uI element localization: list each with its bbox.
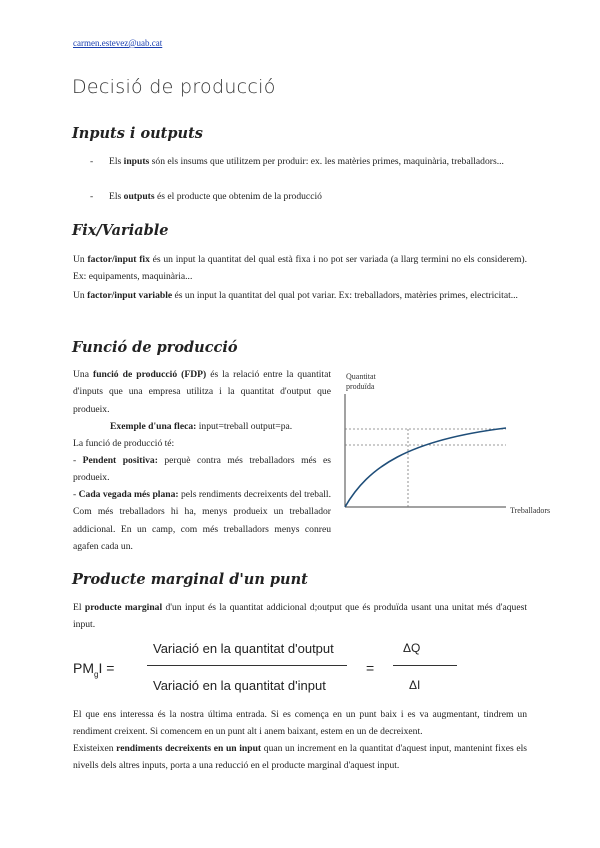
bullet-dash: - <box>90 156 94 167</box>
heading-funcio-produccio: Funció de producció <box>72 339 238 356</box>
formula-fraction-bar <box>147 665 347 666</box>
bullet-outputs-text: Els outputs és el producte que obtenim de la producció <box>109 191 322 202</box>
paragraph-input-fix: Un factor/input fix és un input la quantitat del qual està fixa i no pot ser variada (a llarg termini no els considerem). Ex: equipaments, maquinària... <box>73 254 528 282</box>
paragraph-fdp-te: La funció de producció té: <box>73 438 175 449</box>
formula-numerator: Variació en la quantitat d'output <box>153 641 334 656</box>
graph-production-curve <box>345 428 506 507</box>
graph-ylabel-line2: produïda <box>346 382 375 391</box>
paragraph-pendent-positiva: - Pendent positiva: perquè contra més treballadors més es produeix. <box>73 455 331 484</box>
marginal-product-formula <box>73 638 527 698</box>
bullet-inputs-text: Els inputs són els insums que utilitzem per produir: ex. les matèries primes, maquinària, treballadors... <box>109 156 504 167</box>
bullet-dash: - <box>90 191 94 202</box>
paragraph-ultima-entrada: El que ens interessa és la nostra última entrada. Si es comença en un punt baix i es va augmentant, tindrem un rendiment creixent. Si comencem en un punt alt i anem baixant, estem en un de decreixent. <box>73 709 527 737</box>
formula-denominator: Variació en la quantitat d'input <box>153 678 326 693</box>
formula-delta-bar <box>393 665 457 666</box>
paragraph-fdp-definition: Una funció de producció (FDP) és la relació entre la quantitat d'inputs que una empresa utilitza i la quantitat d'output que produeix. <box>73 369 331 415</box>
formula-equals: = <box>366 660 375 676</box>
author-email-link[interactable]: carmen.estevez@uab.cat <box>73 38 163 48</box>
paragraph-example: Exemple d'una fleca: input=treball output=pa. <box>110 421 293 432</box>
heading-producte-marginal: Producte marginal d'un punt <box>72 571 308 588</box>
formula-delta-i: ΔI <box>409 678 421 692</box>
production-function-graph <box>338 362 560 522</box>
paragraph-input-variable: Un factor/input variable és un input la quantitat del qual pot variar. Ex: treballadors, matèries primes, electricitat... <box>73 290 518 301</box>
paragraph-cada-vegada-mes-plana: - Cada vegada més plana: pels rendiments decreixents del treball. Com més treballadors hi ha, menys produeix un treballador addicional. En un camp, com més treballadors menys conreu agafen cada un. <box>73 489 331 552</box>
formula-pm: $PM_gI$ = <box>73 660 115 679</box>
paragraph-producte-marginal: El producte marginal d'un input és la quantitat addicional d;output que és produïda usant una unitat més d'aquest input. <box>73 602 527 630</box>
graph-xlabel: Treballadors <box>510 506 551 515</box>
formula-delta-q: ΔQ <box>403 641 421 655</box>
graph-ylabel-line1: Quantitat <box>346 372 376 381</box>
heading-inputs-outputs: Inputs i outputs <box>72 125 203 142</box>
page-title: Decisió de producció <box>72 76 276 98</box>
paragraph-rendiments-decreixents: Existeixen rendiments decreixents en un input quan un increment en la quantitat d'aquest input, mantenint fixes els nivells dels altres inputs, porta a una reducció en el producte marginal d'aquest input. <box>73 743 527 771</box>
heading-fix-variable: Fix/Variable <box>72 222 169 239</box>
